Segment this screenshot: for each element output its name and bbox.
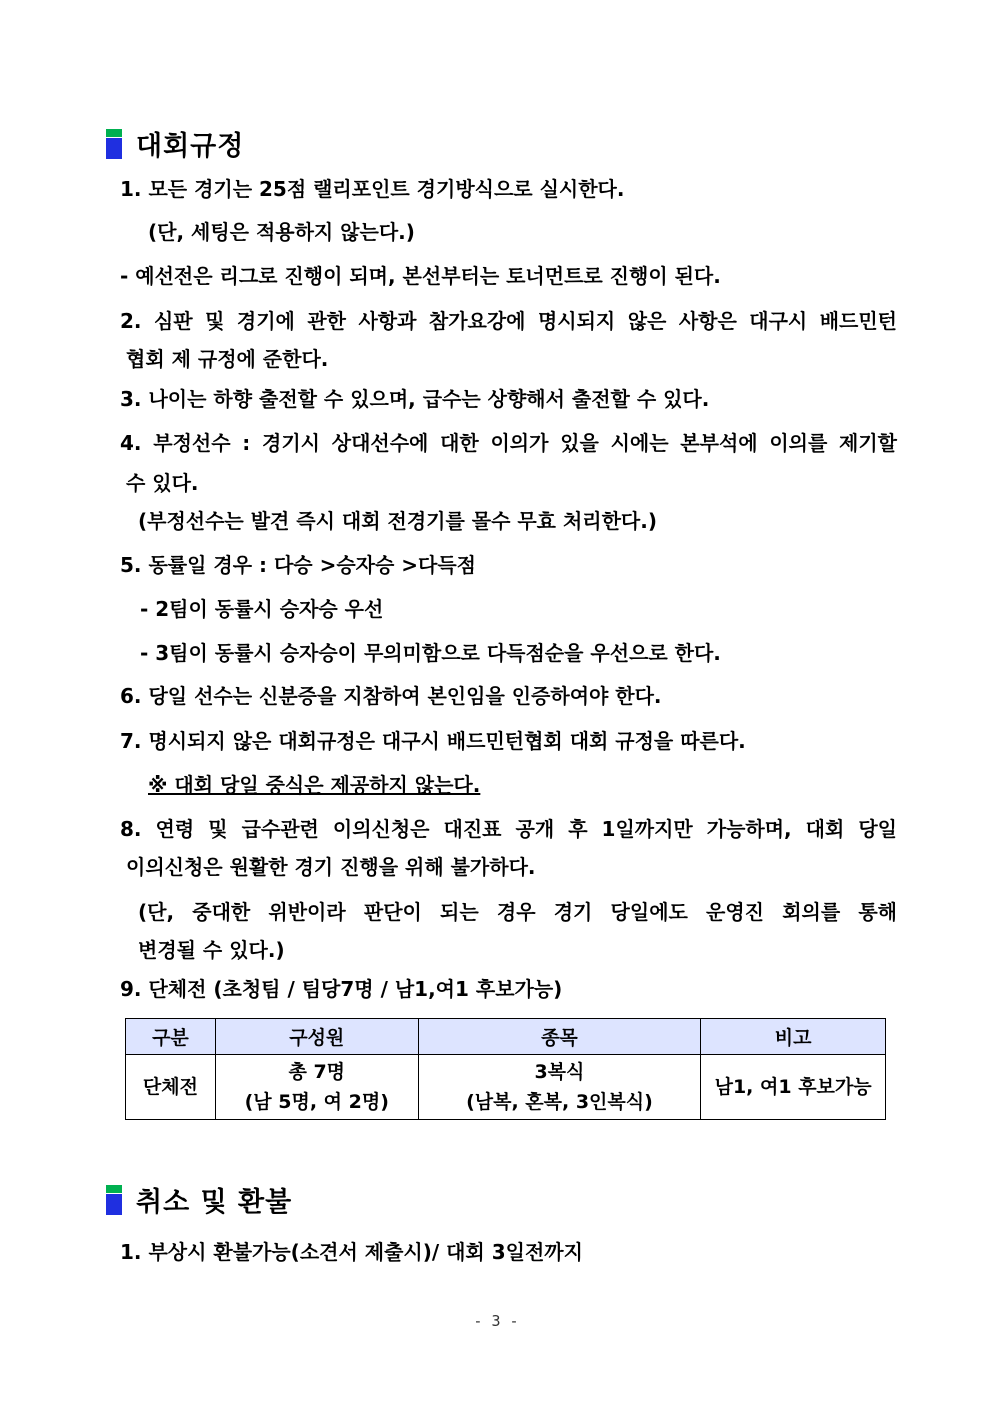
section-marker-icon	[106, 129, 122, 159]
table-header-cell: 구분	[126, 1019, 216, 1055]
table-cell-members	[215, 1055, 418, 1120]
table-header-row	[126, 1019, 886, 1055]
table-header-cell: 비고	[701, 1019, 886, 1055]
section-marker-icon	[106, 1185, 122, 1215]
rule-line: 5. 동률일 경우 : 다승 >승자승 >다득점	[120, 553, 476, 577]
table-cell-event	[418, 1055, 701, 1120]
table-header-cell: 종목	[418, 1019, 701, 1055]
section-title: 취소 및 환불	[136, 1187, 293, 1218]
rule-line: 8. 연령 및 급수관련 이의신청은 대진표 공개 후 1일까지만 가능하며, 대회 당일	[120, 817, 897, 841]
rule-line: (단, 중대한 위반이라 판단이 되는 경우 경기 당일에도 운영진 회의를 통해	[138, 900, 897, 924]
team-event-table	[125, 1018, 886, 1120]
rule-line: 3. 나이는 하향 출전할 수 있으며, 급수는 상향해서 출전할 수 있다.	[120, 387, 710, 411]
rule-line: 4. 부정선수 : 경기시 상대선수에 대한 이의가 있을 시에는 본부석에 이의를 제기할	[120, 431, 897, 455]
rule-line: 수 있다.	[126, 471, 199, 495]
table-cell-note: 남1, 여1 후보가능	[701, 1055, 886, 1120]
rule-line: (부정선수는 발견 즉시 대회 전경기를 몰수 무효 처리한다.)	[138, 509, 657, 533]
rule-line: - 예선전은 리그로 진행이 되며, 본선부터는 토너먼트로 진행이 된다.	[120, 264, 721, 288]
rule-line: 이의신청은 원활한 경기 진행을 위해 불가하다.	[126, 855, 536, 879]
page-number: - 3 -	[473, 1312, 519, 1330]
table-header-cell: 구성원	[215, 1019, 418, 1055]
section-header-refund	[106, 1180, 292, 1219]
table-cell-type: 단체전	[126, 1055, 216, 1120]
members-detail: (남 5명, 여 2명)	[244, 1091, 389, 1113]
table-row	[126, 1055, 886, 1120]
rule-line: 1. 모든 경기는 25점 랠리포인트 경기방식으로 실시한다.	[120, 177, 625, 201]
rule-line: 변경될 수 있다.)	[138, 938, 285, 962]
refund-line: 1. 부상시 환불가능(소견서 제출시)/ 대회 3일전까지	[120, 1240, 583, 1264]
section-title: 대회규정	[136, 131, 245, 162]
rule-line: 2. 심판 및 경기에 관한 사항과 참가요강에 명시되지 않은 사항은 대구시 배드민턴	[120, 309, 897, 333]
rule-line: - 3팀이 동률시 승자승이 무의미함으로 다득점순을 우선으로 한다.	[140, 641, 721, 665]
rule-line: 7. 명시되지 않은 대회규정은 대구시 배드민턴협회 대회 규정을 따른다.	[120, 729, 746, 753]
section-header-rules	[106, 124, 244, 163]
rule-line: (단, 세팅은 적용하지 않는다.)	[148, 220, 415, 244]
event-detail: (남복, 혼복, 3인복식)	[466, 1091, 653, 1113]
event-total: 3복식	[534, 1061, 585, 1083]
rule-notice: ※ 대회 당일 중식은 제공하지 않는다.	[148, 773, 481, 797]
rule-line: 협회 제 규정에 준한다.	[126, 347, 329, 371]
rule-line: 6. 당일 선수는 신분증을 지참하여 본인임을 인증하여야 한다.	[120, 684, 662, 708]
rule-line: 9. 단체전 (초청팀 / 팀당7명 / 남1,여1 후보가능)	[120, 977, 563, 1001]
members-total: 총 7명	[288, 1061, 346, 1083]
rule-line: - 2팀이 동률시 승자승 우선	[140, 597, 384, 621]
